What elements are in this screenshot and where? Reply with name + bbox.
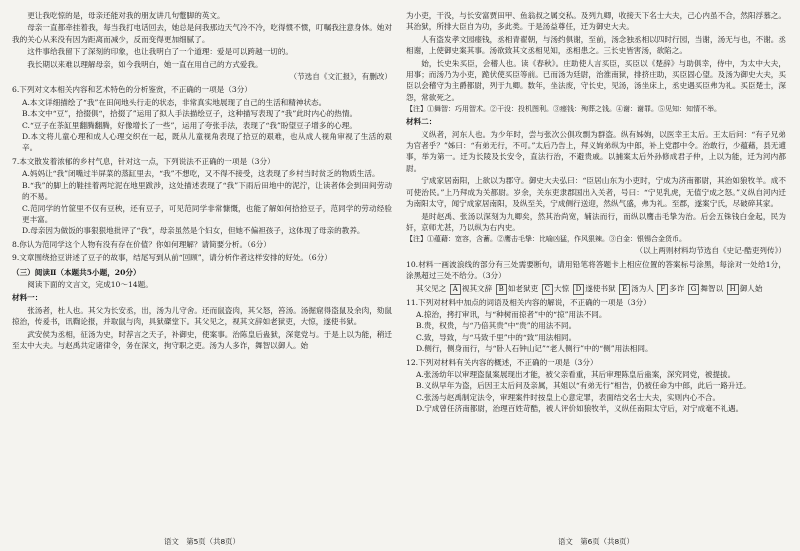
segment: 御人: [739, 283, 755, 293]
page-right: [406, 10, 786, 551]
material-paragraph: 义纵者，河东人也。为少年时，尝与张次公俱攻剽为群盗。纵有姊姁，以医幸王太后。王太后问：“有子兄弟为官者乎？”姊曰：“有弟无行，不可。”太后乃告上，拜义姁弟纵为中郎，补上党郡中令。治敢行，少蕴藉，县无逋事，举为第一。迁为长陵及长安令，直法行治，不避贵戚。以捕案太后外孙修成君子仲，上以为能，迁为河内都尉。: [406, 129, 786, 173]
reading-section-header: （三）阅读Ⅱ（本题共5小题，20分）: [12, 267, 141, 277]
passage-source: （节选自《文汇报》，有删改）: [289, 72, 392, 82]
option: A.张汤幼年以审理盗鼠案展现出才能，被父亲看重，其后审理陈皇后蛊案，深究同党，被提拔。: [416, 369, 736, 379]
page-left: [12, 10, 392, 551]
option: C.张汤与赵禹制定法令，审理案件时按皇上心意定罪，表面结交名士大夫，实则内心不合。: [416, 392, 721, 402]
material-source: （以上两则材料均节选自《史记·酷吏列传》）: [635, 246, 786, 256]
material-2-title: 材料二：: [406, 117, 437, 127]
page-footer: 语文 第6页（共8页）: [558, 536, 634, 546]
option: A.本文详细描绘了“我”在田间地头行走的状态，非常真实地展现了自己的生活和精神状态。: [22, 97, 327, 107]
segment: 多诈: [669, 283, 685, 293]
material-paragraph: 是时赵禹、张汤以深刻为九卿矣，然其治尚宽，辅法而行，而纵以鹰击毛挚为治。后会五铢钱白金起，民为奸，京师尤甚，乃以纵为右内史。: [406, 211, 786, 232]
option: B.贵，权贵，与“乃倍其贵”中“贵”的用法不同。: [416, 321, 577, 331]
question-12: 12.下列对材料有关内容的概述，不正确的一项是（3分）: [406, 357, 598, 367]
option: C.“豆子在茶缸里翻腾翻腾，好像增长了一些”，运用了夸张手法，表现了“我”盼望豆子增多的心理。: [22, 120, 357, 130]
annotation-note: 【注】①蕴藉：宽容，含蓄。②鹰击毛挚：比喻凶猛，作风狠辣。③白金：银锡合金货币。: [406, 235, 686, 244]
question-8: 8.你认为范同学这个人物有没有存在价值？你如何理解？请简要分析。（6分）: [12, 239, 271, 249]
segment: 如老狱吏: [507, 283, 539, 293]
segment: 大惊: [553, 283, 570, 293]
answer-box[interactable]: H: [727, 284, 739, 295]
question-11: 11.下列对材料中加点的词语及相关内容的解说，不正确的一项是（3分）: [406, 297, 651, 307]
material-paragraph: 始，长史朱买臣，会稽人也。读《春秋》。庄助使人言买臣，买臣以《楚辞》与助俱幸，侍中，为太中大夫，用事；而汤乃为小吏，跪伏使买臣等前。已而汤为廷尉，治淮南狱，排挤庄助，买臣固心望。及汤为御史大夫，买臣以会稽守为主爵都尉，列于九卿。数年，坐法废，守长史，见汤，汤坐床上，丞史遇买臣弗为礼。买臣楚士，深怨，常欲死之。: [406, 58, 786, 102]
segment: 汤为人: [631, 283, 654, 293]
material-paragraph: 人有盗发孝文园瘗钱，丞相青翟朝，与汤约俱谢，至前，汤念独丞相以四时行园，当谢，汤无与也，不谢。丞相谢，上使御史案其事。汤欲致其文丞相见知，丞相患之。三长史皆害汤，欲陷之。: [406, 34, 786, 56]
material-paragraph: 为小吏，干没，与长安富贾田甲、鱼翁叔之属交私。及列九卿，收接天下名士大夫，己心内虽不合，然阳浮慕之。其治狱，所排大臣自为功，多此类。于是汤益尊任，迁为御史大夫。: [406, 11, 786, 32]
option: A.掠治，拷打审讯，与“种树而掠者”中的“掠”用法不同。: [416, 309, 607, 319]
passage-paragraph: 母亲一直都牵挂着我，每当我打电话回去，她总是问我那边天气冷不冷，吃得惯不惯，叮嘱我注意身体。她对我的关心从来没有因为距离而减少，反而变得更加细腻了。: [12, 23, 392, 44]
segment: 遂使书狱: [585, 283, 616, 293]
question-9: 9.文章围绕拾豆讲述了豆子的故事，结尾写到从前“回顾”，请分析作者这样安排的好处。（6分）: [12, 253, 332, 263]
passage-paragraph: 更让我吃惊的是，母亲还能对我的朋友讲几句蹩脚的英文。: [27, 11, 225, 20]
option: B.“我”的脚上的鞋挂着两坨泥在地里跋涉，这处描述表现了“我”下雨后田地中的泥泞，让读者体会到田间劳动的不易。: [22, 180, 392, 202]
material-1-title: 材料一：: [12, 293, 43, 303]
material-paragraph: 武安侯为丞相，征汤为史，时荐言之天子，补御史，使案事。治陈皇后蛊狱，深竟党与。于是上以为能，稍迁至太中大夫。与赵禹共定诸律令，务在深文，拘守职之吏。汤为人多诈，舞智以御人。始: [12, 329, 392, 350]
segment: 舞智以: [700, 283, 724, 293]
segment-line: [416, 283, 786, 295]
answer-box[interactable]: G: [688, 284, 700, 295]
question-7: 7.本文散发着浓郁的乡村气息，针对这一点，下列说法不正确的一项是（3分）: [12, 156, 275, 166]
reading-instruction: 阅读下面的文言文，完成10～14题。: [27, 279, 153, 289]
answer-box[interactable]: E: [619, 284, 630, 295]
option: D.宁成曾任济南都尉，治理百姓苛酷，被人评价如狼牧羊，义纵任南阳太守后，对宁成毫不礼遇。: [416, 404, 744, 414]
segment-prefix: 其父见之: [416, 283, 447, 293]
page-footer: 语文 第5页（共8页）: [164, 536, 240, 546]
segment: 始: [754, 283, 763, 293]
material-paragraph: 张汤者，杜人也。其父为长安丞，出，汤为儿守舍。还而鼠盗肉，其父怒，笞汤。汤掘窟得盗鼠及余肉，劾鼠掠治，传爰书，讯鞫论报，并取鼠与肉，具狱磔堂下。其父见之，视其文辞如老狱吏，大惊，遂使书狱。: [12, 305, 392, 327]
material-paragraph: 宁成家居南阳，上欲以为郡守。御史大夫弘曰：“臣居山东为小吏时，宁成为济南都尉，其治如狼牧羊。成不可使治民。”上乃拜成为关都尉。岁余，关东吏隶郡国出入关者，号曰：“宁见乳虎，无值宁成之怒。”义纵自河内迁为南阳太守，闻宁成家居南阳，及纵至关，宁成侧行送迎，然纵气盛，弗为礼。至郡，遂案宁氏，尽破碎其家。: [406, 176, 786, 209]
answer-box[interactable]: D: [573, 284, 585, 295]
answer-box[interactable]: C: [542, 284, 553, 295]
passage-paragraph: 我长期以来难以理解母亲，如今我明白，她一直在用自己的方式爱我。: [27, 59, 263, 69]
option: C.范同学的竹筐里不仅有豆秧，还有豆子，可见范同学非常慷慨，也能了解如何拾拾豆子，范同学的劳动经验更丰富。: [22, 203, 392, 224]
answer-box[interactable]: B: [496, 284, 507, 295]
option: D.母亲因为做饭的事狠狠地批评了“我”，母亲虽然是个妇女，但她不偏袒孩子，这体现了母亲的教养。: [22, 226, 365, 236]
question-6: 6.下列对文本相关内容和艺术特色的分析鉴赏，不正确的一项是（3分）: [12, 85, 252, 95]
option: C.致，导致，与“马致千里”中的“致”用法相同。: [416, 332, 577, 342]
answer-box[interactable]: A: [450, 284, 461, 295]
passage-paragraph: 这件事给我留下了深刻的印象，也让我明白了一个道理：爱是可以跨越一切的。: [27, 47, 293, 57]
option: B.义纵早年为盗，后因王太后问及亲属，其姐以“有弟无行”相告，仍被任命为中郎，此后一路升迁。: [416, 381, 751, 391]
answer-box[interactable]: F: [657, 284, 668, 295]
option: A.妈妈让“我”闭嘴过半屏菜的蒸缸里去，“我”不想吃，又不得不接受，这表现了乡村当时贫乏的物质生活。: [22, 169, 380, 179]
annotation-note: 【注】①舞智：巧用智术。②干没：投机图利。③瘗钱：殉葬之钱。④谢：谢罪。⑤见知：知情不举。: [406, 105, 721, 114]
option: D.侧行，侧身而行，与“卧人石钟山记”“老人侧行”中的“侧”用法相同。: [416, 344, 653, 354]
option: B.本文中“豆”，拾掇俱“，拾掇了”运用了拟人手法描绘豆子，这种描写表现了“我”此时内心的热情。: [22, 109, 358, 119]
segment: 视其文辞: [461, 283, 493, 293]
question-10: 10.材料一画波浪线的部分有三处需要断句，请用铅笔将答题卡上相应位置的答案标号涂黑，每涂对一处给1分，涂黑超过三处不给分。（3分）: [406, 259, 786, 281]
option: D.本文将儿童心理和成人心理交织在一起，既从儿童视角表现了拾豆的艰难，也从成人视角审视了生活的艰辛。: [22, 132, 392, 153]
